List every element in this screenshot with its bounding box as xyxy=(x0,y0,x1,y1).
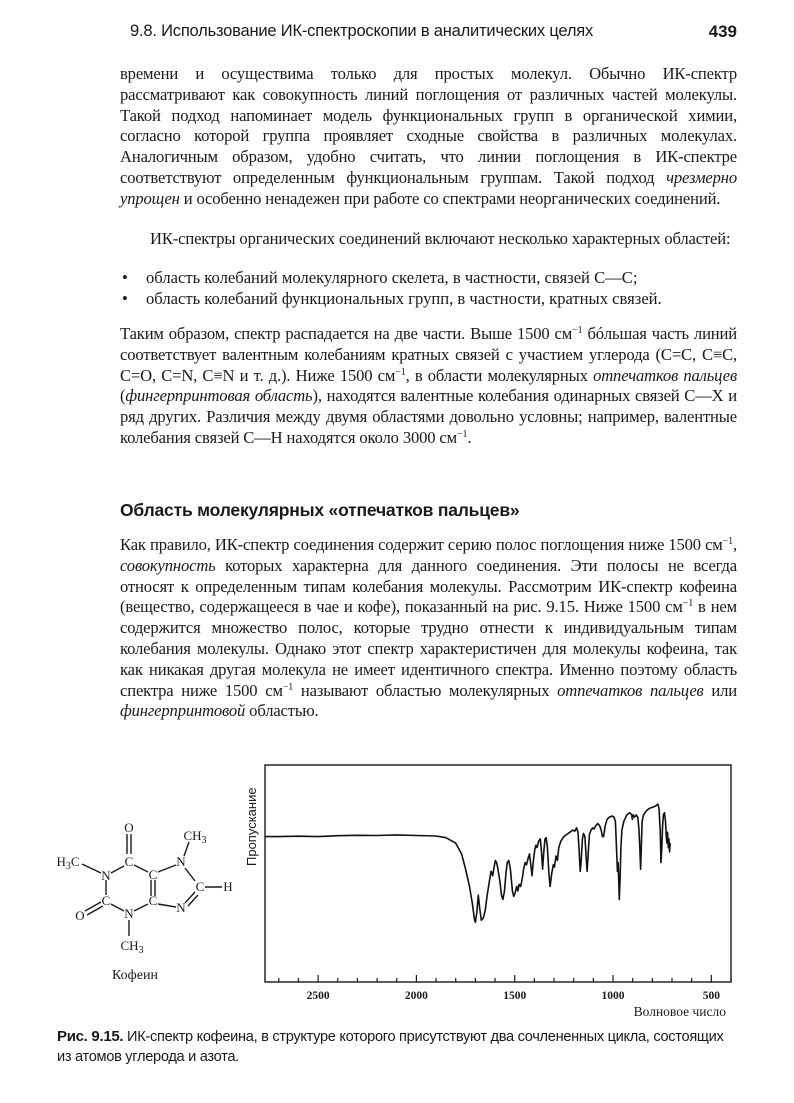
molecule-name: Кофеин xyxy=(112,968,158,983)
atom-labels xyxy=(56,820,232,956)
paragraph-3 xyxy=(120,324,737,449)
text-run: , xyxy=(733,535,737,554)
page-number: 439 xyxy=(708,22,737,41)
bullet-icon: • xyxy=(122,289,128,308)
text-run: в нем содержится множество полос, которые трудно отнести к индивидуальным типам колебания молекулы. Однако этот спектр характеристичен для молекулы кофеина, так как никакая другая молекула не имеет идентичного спектра. Именно поэтому область спектра ниже 1500 см xyxy=(120,597,737,700)
caption-text: ИК-спектр кофеина, в структуре которого присутствуют два сочлененных цикла, состоящих из атомов углерода и азота. xyxy=(57,1029,724,1065)
text-run: бóльшая часть линий соответствует валентным колебаниям кратных связей с участием углерода (C=C, C≡C, C=O, C=N, C≡N и т. д.). Ниже 1500 см xyxy=(120,324,737,385)
bullet-text: область колебаний функциональных групп, в частности, кратных связей. xyxy=(146,289,662,308)
superscript: −1 xyxy=(722,536,733,547)
atom-O-top: O xyxy=(124,820,134,835)
paragraph-1-text: времени и осуществима только для простых молекул. Обычно ИК-спектр рассматривают как совокупность линий поглощения от различных частей молекулы. Такой подход напоминает модель функциональных групп в органической химии, согласно которой группа проявляет сходные свойства в различных молекулах. Аналогичным образом, удобно считать, что линии поглощения в ИК-спектре соответствуют определенным функциональным группам. Такой подход xyxy=(120,64,737,187)
text-run: областью. xyxy=(245,701,319,721)
italic-emphasis: отпечатков пальцев xyxy=(593,365,737,385)
atom-O-bottom: O xyxy=(75,908,85,923)
italic-emphasis: фингерпринтовой xyxy=(120,701,246,721)
superscript: −1 xyxy=(456,428,468,440)
plot-frame xyxy=(265,765,731,982)
atom-N7: N xyxy=(176,854,186,869)
x-axis-ticks xyxy=(279,975,731,982)
text-run: Как правило, ИК-спектр соединения содержит серию полос поглощения ниже 1500 см xyxy=(120,535,723,554)
section-title: 9.8. Использование ИК-спектроскопии в аналитических целях xyxy=(130,22,594,40)
x-axis-tick-labels xyxy=(307,990,721,1002)
paragraph-4 xyxy=(120,535,737,722)
x-tick-label: 500 xyxy=(702,990,720,1002)
atom-CH3-bottom: $CH_3$ xyxy=(120,938,144,956)
atom-C5: C xyxy=(148,867,158,882)
atom-N1: N xyxy=(101,868,111,883)
x-tick-label: 2000 xyxy=(404,990,428,1002)
superscript: −1 xyxy=(395,366,406,378)
atom-C2: C xyxy=(101,893,111,908)
text-run: Таким образом, спектр распадается на две части. Выше 1500 см xyxy=(120,324,573,343)
bullet-text: область колебаний молекулярного скелета, в частности, связей C—C; xyxy=(146,268,638,287)
text-run: ), находятся валентные колебания одинарных связей C—X и ряд других. Различия между двумя областями довольно условны; например, валентные колебания связей C—H находятся около 3000 см xyxy=(120,386,737,447)
bullet-item xyxy=(120,267,737,288)
atom-N9: N xyxy=(176,900,186,915)
paragraph-2: ИК-спектры органических соединений включают несколько характерных областей: xyxy=(150,229,731,248)
superscript: −1 xyxy=(682,598,694,610)
figure-caption xyxy=(57,1027,737,1067)
x-tick-label: 1500 xyxy=(503,990,527,1002)
bullet-list xyxy=(120,267,737,309)
text-run: которых характерна для данного соединения. Эти полосы не всегда относят к определенным типам колебания молекулы. Рассмотрим ИК-спектр кофеина (вещество, содержащееся в чае и кофе), показанный на рис. 9.15. Ниже 1500 см xyxy=(120,555,737,617)
caption-label: Рис. 9.15. xyxy=(57,1028,124,1045)
text-run: . xyxy=(467,427,472,447)
atom-N3: N xyxy=(124,906,134,921)
text-run: ( xyxy=(120,386,126,406)
atom-H8: H xyxy=(223,879,233,894)
atom-CH3-top: $CH_3$ xyxy=(183,828,207,846)
italic-emphasis: фингерпринтовая область xyxy=(125,386,313,406)
spectrum-line xyxy=(265,804,670,922)
italic-emphasis: чрезмерно упрощен xyxy=(120,167,737,208)
italic-emphasis: совокупность xyxy=(120,555,216,575)
x-tick-label: 1000 xyxy=(601,990,625,1002)
text-run: называют областью молекулярных xyxy=(293,680,558,700)
italic-emphasis: отпечатков пальцев xyxy=(557,680,704,700)
atom-C8: C xyxy=(195,879,205,894)
spectrum-chart xyxy=(244,765,731,1019)
y-axis-title: Пропускание xyxy=(244,787,259,866)
x-axis-title: Волновое число xyxy=(633,1004,726,1019)
caffeine-structure xyxy=(82,834,222,936)
section-heading: Область молекулярных «отпечатков пальцев» xyxy=(120,500,520,520)
atom-H3C-left: $H_3C$ xyxy=(56,854,80,872)
text-run: , в области молекулярных xyxy=(405,365,594,385)
superscript: −1 xyxy=(282,681,294,693)
text-run: или xyxy=(703,680,737,700)
paragraph-1 xyxy=(120,64,737,210)
x-tick-label: 2500 xyxy=(306,990,330,1002)
running-head xyxy=(130,22,737,44)
superscript: −1 xyxy=(572,325,583,336)
paragraph-1-end: и особенно ненадежен при работе со спектрами неорганических соединений. xyxy=(179,188,721,208)
atom-C4: C xyxy=(148,893,158,908)
bullet-item xyxy=(120,288,737,309)
bullet-icon: • xyxy=(122,268,128,287)
atom-C6: C xyxy=(124,854,134,869)
